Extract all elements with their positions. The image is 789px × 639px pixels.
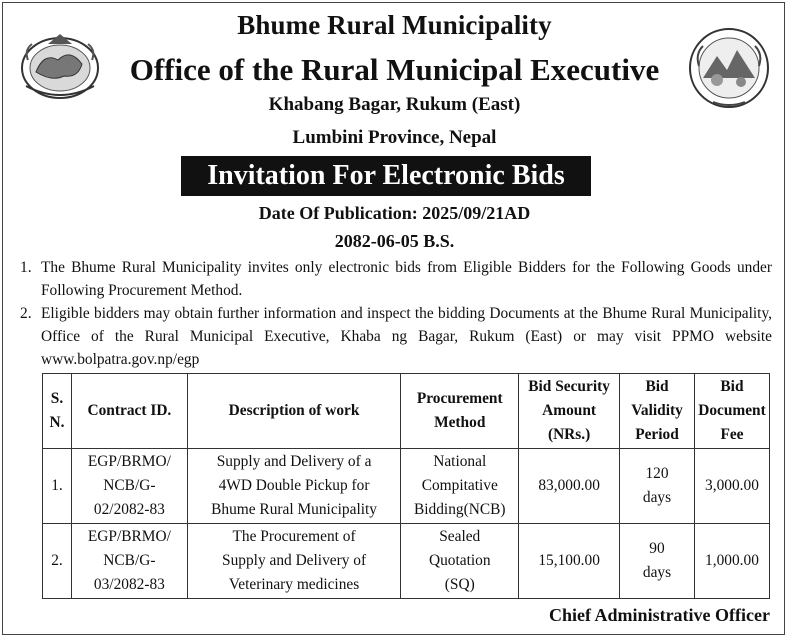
cell-contract-id: EGP/BRMO/ NCB/G- 03/2082-83	[71, 524, 187, 599]
publication-date: Date Of Publication: 2025/09/21AD	[258, 203, 531, 223]
cell-description: Supply and Delivery of a 4WD Double Pickup for Bhume Rural Municipality	[187, 449, 400, 524]
cell-contract-id: EGP/BRMO/ NCB/G- 02/2082-83	[71, 449, 187, 524]
cell-document-fee: 3,000.00	[694, 449, 769, 524]
paragraph-number: 2.	[20, 305, 32, 322]
notice-banner: Invitation For Electronic Bids	[181, 156, 591, 196]
province-line: Lumbini Province, Nepal	[292, 127, 497, 148]
paragraph-text: Eligible bidders may obtain further information and inspect the bidding Documents at the Bhume Rural Municipality, Office of the Rural Municipal Executive, Khaba ng Bagar, Rukum (East) or may visit PPMO website www.bolpatra.gov.np/egp	[41, 305, 772, 368]
publication-date-bs: 2082-06-05 B.S.	[334, 231, 455, 251]
table-row	[43, 524, 770, 599]
address-line: Khabang Bagar, Rukum (East)	[268, 94, 521, 115]
cell-bid-validity: 120 days	[620, 449, 695, 524]
paragraph-text: The Bhume Rural Municipality invites only electronic bids from Eligible Bidders for the Following Goods under Following Procurement Method.	[41, 259, 772, 299]
header-procurement-method: Procurement Method	[401, 374, 519, 449]
cell-document-fee: 1,000.00	[694, 524, 769, 599]
cell-bid-security: 15,100.00	[519, 524, 620, 599]
cell-bid-security: 83,000.00	[519, 449, 620, 524]
table-row	[43, 449, 770, 524]
cell-description: The Procurement of Supply and Delivery of Veterinary medicines	[187, 524, 400, 599]
municipality-title: Bhume Rural Municipality	[237, 10, 552, 40]
cell-procurement-method: National Compitative Bidding(NCB)	[401, 449, 519, 524]
paragraph-2	[20, 302, 772, 371]
header-document-fee: Bid Document Fee	[694, 374, 769, 449]
bids-table	[42, 373, 770, 599]
paragraph-number: 1.	[20, 259, 32, 276]
office-title: Office of the Rural Municipal Executive	[129, 52, 660, 87]
header-contract-id: Contract ID.	[71, 374, 187, 449]
paragraph-1	[20, 256, 772, 302]
cell-sn: 2.	[43, 524, 72, 599]
header-bid-validity: Bid Validity Period	[620, 374, 695, 449]
cell-sn: 1.	[43, 449, 72, 524]
header-description: Description of work	[187, 374, 400, 449]
header-bid-security: Bid Security Amount (NRs.)	[519, 374, 620, 449]
cell-procurement-method: Sealed Quotation (SQ)	[401, 524, 519, 599]
cell-bid-validity: 90 days	[620, 524, 695, 599]
header-sn: S. N.	[43, 374, 72, 449]
table-header-row	[43, 374, 770, 449]
signatory: Chief Administrative Officer	[549, 605, 770, 625]
